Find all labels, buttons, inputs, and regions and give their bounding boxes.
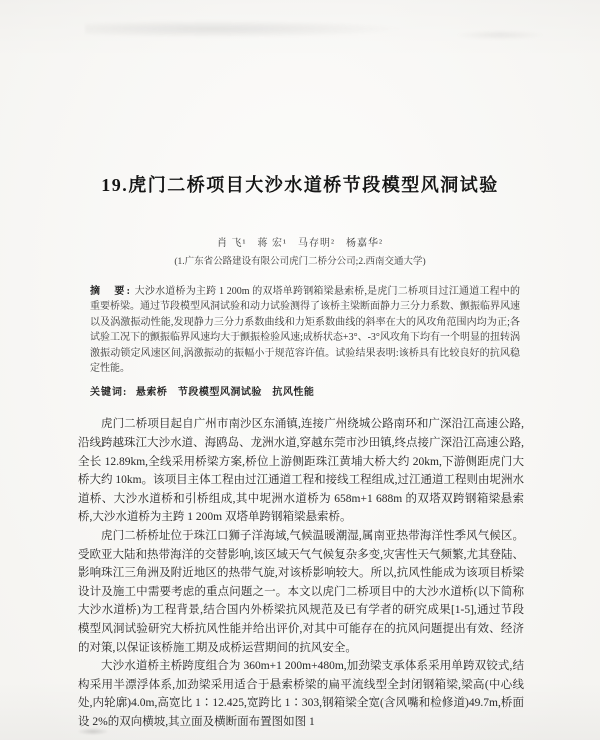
affiliation-line: (1.广东省公路建设有限公司虎门二桥分公司;2.西南交通大学) <box>174 257 426 267</box>
abstract-block <box>90 284 520 376</box>
keywords-label: 关键词: <box>90 387 128 399</box>
body-paragraph-2: 虎门二桥桥址位于珠江口狮子洋海域,气候温暖潮湿,属南亚热带海洋性季风气候区。受欧亚大陆和热带海洋的交替影响,该区域天气气候复杂多变,灾害性天气频繁,尤其登陆、影响珠江三角洲及附近地区的热带气旋,对该桥影响较大。所以,抗风性能成为该项目桥梁设计及施工中需要考虑的重点问题之一。本文以虎门二桥项目中的大沙水道桥(以下简称大沙水道桥)为工程背景,结合国内外桥梁抗风规范及已有学者的研究成果[1-5],通过节段模型风洞试验研究大桥抗风性能并给出评价,对其中可能存在的抗风问题提出有效、经济的对策,以保证该桥施工期及成桥运营期间的抗风安全。 <box>78 530 524 654</box>
scan-artifact-right <box>455 30 545 40</box>
scan-artifact-top <box>85 20 405 38</box>
body-text <box>78 415 524 731</box>
keywords-line <box>90 385 520 400</box>
abstract-text: 大沙水道桥为主跨 1 200m 的双塔单跨钢箱梁悬索桥,是虎门二桥项目过江通道工程中的重要桥梁。通过节段模型风洞试验和动力试验测得了该桥主梁断面静力三分力系数、颤振临界风速以及涡激振动性能,发现静力三分力系数曲线和力矩系数曲线的斜率在大的风攻角范围内均为正;各试验工况下的颤振临界风速均大于颤振检验风速;成桥状态+3°、-3°风攻角下均有一个明显的扭转涡激振动锁定风速区间,涡激振动的振幅小于规范容许值。试验结果表明:该桥具有比较良好的抗风稳定性能。 <box>90 286 521 375</box>
abstract-label: 摘 要: <box>90 286 132 297</box>
keywords-text: 悬索桥 节段模型风洞试验 抗风性能 <box>135 387 315 399</box>
paper-title: 19.虎门二桥项目大沙水道桥节段模型风洞试验 <box>101 175 499 195</box>
authors-line: 肖 飞¹ 蒋 宏¹ 马存明² 杨嘉华² <box>217 238 383 249</box>
body-paragraph-3: 大沙水道桥主桥跨度组合为 360m+1 200m+480m,加劲梁支承体系采用单跨双铰式,结构采用半漂浮体系,加劲梁采用适合于悬索桥梁的扁平流线型全封闭钢箱梁,梁高(中心线处,内轮廓)4.0m,高宽比 1∶12.425,宽跨比 1∶303,钢箱梁全宽(含风嘴和检修道)49.7m,桥面设 2%的双向横坡,其立面及横断面布置图如图 1 <box>78 660 524 728</box>
body-paragraph-1: 虎门二桥项目起自广州市南沙区东涌镇,连接广州绕城公路南环和广深沿江高速公路,沿线跨越珠江大沙水道、海鸥岛、龙洲水道,穿越东莞市沙田镇,终点接广深沿江高速公路,全长 12.89km,全线采用桥梁方案,桥位上游侧距珠江黄埔大桥大约 20km,下游侧距虎门大桥大约 10km。该项目主体工程由过江通道工程和接线工程组成,过江通道工程则由坭洲水道桥、大沙水道桥和引桥组成,其中坭洲水道桥为 658m+1 688m 的双塔双跨钢箱梁悬索桥,大沙水道桥为主跨 1 200m 双塔单跨钢箱梁悬索桥。 <box>78 418 524 524</box>
